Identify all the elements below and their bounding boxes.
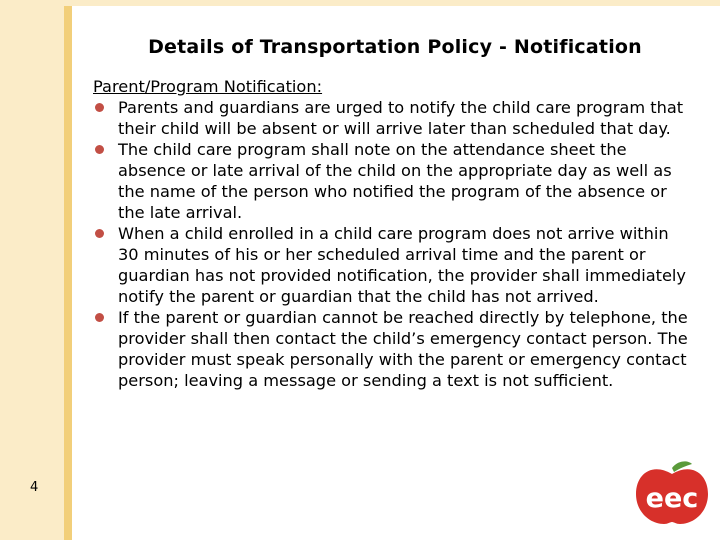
list-item-text: Parents and guardians are urged to notify the child care program that their child will be absent or will arrive later than scheduled that day. (118, 98, 684, 138)
bullet-dot-icon (95, 313, 104, 322)
slide-body (93, 76, 693, 391)
list-item-text: When a child enrolled in a child care program does not arrive within 30 minutes of his or her scheduled arrival time and the parent or guardian has not provided notification, the provider shall immediately notify the parent or guardian that the child has not arrived. (118, 224, 686, 306)
list-item (93, 307, 693, 391)
left-decorative-band (0, 0, 64, 540)
list-item (93, 139, 693, 223)
list-item (93, 223, 693, 307)
slide-title: Details of Transportation Policy - Notification (148, 36, 642, 58)
list-item (93, 97, 693, 139)
eec-logo-icon (634, 460, 710, 526)
section-heading: Parent/Program Notification: (93, 77, 323, 96)
bullet-dot-icon (95, 103, 104, 112)
top-decorative-rule (64, 0, 720, 6)
list-item-text: If the parent or guardian cannot be reached directly by telephone, the provider shall then contact the child’s emergency contact person. The provider must speak personally with the parent or emergency contact person; leaving a message or sending a text is not sufficient. (118, 308, 688, 390)
bullet-dot-icon (95, 229, 104, 238)
bullet-list (93, 97, 693, 391)
left-decorative-rule (64, 0, 72, 540)
bullet-dot-icon (95, 145, 104, 154)
logo-text: eec (645, 483, 699, 514)
list-item-text: The child care program shall note on the attendance sheet the absence or late arrival of the child on the appropriate day as well as the name of the person who notified the program of the absence or the late arrival. (118, 140, 672, 222)
page-number: 4 (30, 480, 39, 495)
